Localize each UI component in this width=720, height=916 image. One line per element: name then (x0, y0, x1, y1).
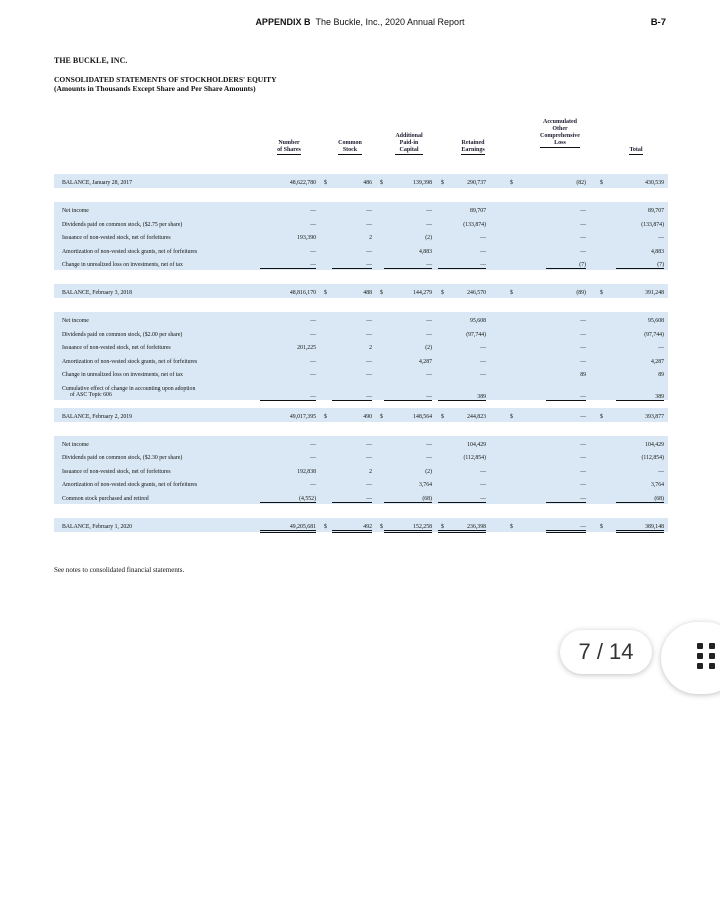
balance-row (54, 178, 668, 189)
value-cell: — (310, 331, 316, 338)
value-cell: — (438, 262, 486, 269)
value-cell: — (426, 318, 432, 324)
balance-row (54, 288, 668, 299)
column-header-line: Earnings (461, 147, 485, 153)
dollar-sign: $ (510, 290, 513, 296)
value-cell: 246,570 (467, 290, 486, 296)
activity-row (54, 316, 668, 327)
value-cell: 152,258 (384, 524, 432, 533)
row-label: Amortization of non-vested stock grants, net of forfeitures (62, 248, 198, 255)
value-cell: 391,248 (645, 290, 664, 296)
value-cell: — (366, 482, 372, 488)
column-header-line: Accumulated (542, 119, 577, 125)
value-cell: 89,707 (648, 208, 664, 214)
activity-row (54, 220, 668, 231)
value-cell: 389 (438, 394, 486, 401)
column-header (596, 147, 676, 155)
value-cell: (4,552) (260, 496, 316, 503)
value-cell: 89 (580, 372, 586, 378)
activity-row (54, 330, 668, 341)
activity-row (54, 480, 668, 491)
value-cell: 4,883 (418, 248, 432, 255)
dollar-sign: $ (441, 290, 444, 296)
value-cell: (133,874) (641, 221, 664, 228)
value-cell: (7) (546, 262, 586, 269)
activity-row (54, 494, 668, 505)
activity-row (54, 440, 668, 451)
column-header-line: Common (338, 140, 362, 146)
dollar-sign: $ (600, 523, 603, 530)
dollar-sign: $ (441, 523, 444, 530)
row-label: Dividends paid on common stock, ($2.30 per share) (62, 455, 183, 461)
row-label: Net income (62, 441, 89, 448)
dollar-sign: $ (380, 290, 383, 296)
value-cell: 193,390 (297, 235, 316, 241)
dollar-sign: $ (380, 413, 383, 420)
value-cell: — (310, 482, 316, 488)
activity-row (54, 206, 668, 217)
appendix-label: APPENDIX B (255, 17, 311, 27)
value-cell: — (384, 262, 432, 269)
value-cell: 244,823 (467, 413, 486, 420)
column-header-line: Stock (342, 147, 358, 153)
value-cell: — (480, 248, 486, 255)
value-cell: — (580, 208, 586, 214)
value-cell: 95,608 (648, 318, 664, 324)
value-cell: 2 (369, 235, 372, 241)
value-cell: — (580, 221, 586, 228)
value-cell: — (366, 441, 372, 448)
statement-heading (54, 75, 277, 93)
value-cell: 236,398 (438, 524, 486, 533)
dollar-sign: $ (380, 180, 383, 186)
value-cell: — (480, 358, 486, 365)
value-cell: — (310, 358, 316, 365)
value-cell: — (332, 394, 372, 401)
value-cell: 144,279 (413, 290, 432, 296)
value-cell: 492 (332, 524, 372, 533)
value-cell: — (310, 372, 316, 378)
value-cell: — (546, 496, 586, 503)
value-cell: 490 (363, 413, 372, 420)
activity-row (54, 453, 668, 464)
grid-menu-icon (697, 643, 717, 673)
value-cell: 139,398 (413, 180, 432, 186)
row-label: Issuance of non-vested stock, net of forfeitures (62, 345, 171, 351)
dollar-sign: $ (324, 413, 327, 420)
column-header-line: Loss (554, 140, 566, 146)
value-cell: 389,148 (616, 524, 664, 533)
page-indicator (560, 630, 652, 674)
value-cell: — (310, 455, 316, 461)
value-cell: — (546, 394, 586, 401)
activity-row (54, 247, 668, 258)
column-header-line: Other (552, 126, 568, 132)
value-cell: (97,744) (644, 331, 664, 338)
dollar-sign: $ (600, 290, 603, 296)
row-label: Net income (62, 318, 89, 324)
row-label: Change in unrealized loss on investments, net of tax (62, 372, 183, 378)
value-cell: — (310, 248, 316, 255)
value-cell: 48,816,170 (289, 290, 316, 296)
row-label: BALANCE, February 2, 2019 (62, 413, 133, 420)
value-cell: — (546, 524, 586, 533)
dollar-sign: $ (441, 413, 444, 420)
value-cell: — (580, 248, 586, 255)
value-cell: — (658, 468, 664, 475)
statement-title: CONSOLIDATED STATEMENTS OF STOCKHOLDERS' EQUITY (54, 75, 277, 84)
row-label: Amortization of non-vested stock grants, net of forfeitures (62, 482, 198, 488)
value-cell: — (580, 345, 586, 351)
row-label: Dividends paid on common stock, ($2.00 per share) (62, 331, 183, 338)
row-label: Cumulative effect of change in accounting upon adoption (62, 385, 196, 392)
row-label-continued: of ASC Topic 606 (70, 391, 112, 398)
page-header (0, 17, 720, 31)
value-cell: — (366, 221, 372, 228)
activity-row (54, 370, 668, 381)
activity-row (54, 260, 668, 271)
value-cell: 49,205,681 (260, 524, 316, 533)
value-cell: — (366, 318, 372, 324)
value-cell: — (658, 235, 664, 241)
report-title: The Buckle, Inc., 2020 Annual Report (315, 17, 465, 27)
column-header-line: Additional (395, 133, 423, 139)
value-cell: — (426, 441, 432, 448)
value-cell: 393,877 (645, 413, 664, 420)
value-cell: — (310, 441, 316, 448)
value-cell: 4,883 (650, 248, 664, 255)
value-cell: — (480, 235, 486, 241)
row-label: BALANCE, February 1, 2020 (62, 523, 133, 530)
dollar-sign: $ (324, 180, 327, 186)
value-cell: (68) (616, 496, 664, 503)
value-cell: (112,854) (463, 455, 486, 461)
column-header-line: of Shares (277, 147, 301, 153)
dollar-sign: $ (600, 180, 603, 186)
dollar-sign: $ (600, 413, 603, 420)
column-header-line: Paid-in (399, 140, 419, 146)
value-cell: — (332, 496, 372, 503)
row-label: Common stock purchased and retired (62, 495, 149, 502)
value-cell: — (580, 468, 586, 475)
column-header-line: Number (278, 140, 300, 146)
dollar-sign: $ (441, 180, 444, 186)
value-cell: 2 (369, 468, 372, 475)
value-cell: — (426, 372, 432, 378)
row-label: Net income (62, 208, 89, 214)
value-cell: (2) (425, 345, 432, 351)
value-cell: 48,622,780 (289, 180, 316, 186)
footnote: See notes to consolidated financial statements. (54, 566, 185, 574)
value-cell: (2) (425, 468, 432, 475)
row-label: Change in unrealized loss on investments, net of tax (62, 262, 183, 268)
statement-subtitle: (Amounts in Thousands Except Share and Per Share Amounts) (54, 84, 256, 93)
value-cell: — (580, 413, 586, 420)
value-cell: — (366, 248, 372, 255)
page-indicator-text: 7 / 14 (578, 639, 634, 664)
value-cell: 389 (616, 394, 664, 401)
value-cell: — (580, 331, 586, 338)
value-cell: 89,707 (470, 208, 486, 214)
balance-row (54, 412, 668, 423)
value-cell: — (426, 208, 432, 214)
value-cell: — (366, 331, 372, 338)
activity-row (54, 467, 668, 478)
dollar-sign: $ (510, 413, 513, 420)
value-cell: 3,764 (418, 482, 432, 488)
value-cell: — (366, 455, 372, 461)
value-cell: 4,287 (418, 358, 432, 365)
value-cell: (133,874) (463, 221, 486, 228)
value-cell: (112,854) (641, 455, 664, 461)
value-cell: (82) (576, 180, 586, 186)
dollar-sign: $ (380, 523, 383, 530)
dollar-sign: $ (510, 523, 513, 530)
value-cell: 3,764 (650, 482, 664, 488)
value-cell: (7) (616, 262, 664, 269)
column-header-line: Capital (399, 147, 419, 153)
value-cell: 486 (363, 180, 372, 186)
row-label: Issuance of non-vested stock, net of forfeitures (62, 468, 171, 475)
value-cell: 104,429 (645, 441, 664, 448)
column-header-line: Comprehensive (540, 133, 580, 139)
value-cell: — (480, 372, 486, 378)
value-cell: — (580, 482, 586, 488)
balance-row (54, 522, 668, 533)
company-name: THE BUCKLE, INC. (54, 56, 128, 65)
value-cell: — (310, 318, 316, 324)
value-cell: — (658, 345, 664, 351)
row-label: BALANCE, January 28, 2017 (62, 180, 133, 186)
dollar-sign: $ (324, 290, 327, 296)
value-cell: — (366, 358, 372, 365)
column-header-line: Retained (461, 140, 485, 146)
value-cell: (97,744) (466, 331, 486, 338)
activity-row (54, 357, 668, 368)
value-cell: — (426, 331, 432, 338)
column-header (433, 140, 513, 155)
row-label: Dividends paid on common stock, ($2.75 per share) (62, 221, 183, 228)
value-cell: 148,564 (413, 413, 432, 420)
value-cell: 201,225 (297, 345, 316, 351)
value-cell: (68) (384, 496, 432, 503)
column-header-line: Total (629, 147, 643, 153)
value-cell: 4,287 (650, 358, 664, 365)
row-label: Issuance of non-vested stock, net of forfeitures (62, 235, 171, 241)
value-cell: 104,429 (467, 441, 486, 448)
menu-button[interactable] (661, 622, 720, 694)
value-cell: — (480, 468, 486, 475)
dollar-sign: $ (510, 180, 513, 186)
value-cell: 89 (658, 372, 664, 378)
row-label: Amortization of non-vested stock grants, net of forfeitures (62, 358, 198, 365)
value-cell: 2 (369, 345, 372, 351)
value-cell: — (580, 441, 586, 448)
value-cell: — (580, 358, 586, 365)
page-reference: B-7 (650, 17, 666, 28)
value-cell: — (580, 235, 586, 241)
value-cell: — (384, 394, 432, 401)
value-cell: 192,838 (297, 468, 316, 475)
value-cell: — (366, 372, 372, 378)
value-cell: — (260, 262, 316, 269)
column-header (520, 119, 600, 148)
value-cell: — (580, 455, 586, 461)
value-cell: (2) (425, 235, 432, 241)
value-cell: — (366, 208, 372, 214)
value-cell: 49,017,395 (289, 413, 316, 420)
value-cell: — (332, 262, 372, 269)
value-cell: 488 (363, 290, 372, 296)
activity-row (54, 233, 668, 244)
value-cell: — (480, 345, 486, 351)
value-cell: — (310, 208, 316, 214)
row-label: BALANCE, February 3, 2018 (62, 290, 133, 296)
value-cell: — (260, 394, 316, 401)
value-cell: — (580, 318, 586, 324)
value-cell: — (310, 221, 316, 228)
value-cell: (89) (576, 290, 586, 296)
dollar-sign: $ (324, 523, 327, 530)
value-cell: 430,539 (645, 180, 664, 186)
value-cell: 290,737 (467, 180, 486, 186)
value-cell: — (438, 496, 486, 503)
value-cell: 95,608 (470, 318, 486, 324)
value-cell: — (426, 221, 432, 228)
value-cell: — (426, 455, 432, 461)
activity-row (54, 343, 668, 354)
activity-row (54, 384, 668, 400)
value-cell: — (480, 482, 486, 488)
